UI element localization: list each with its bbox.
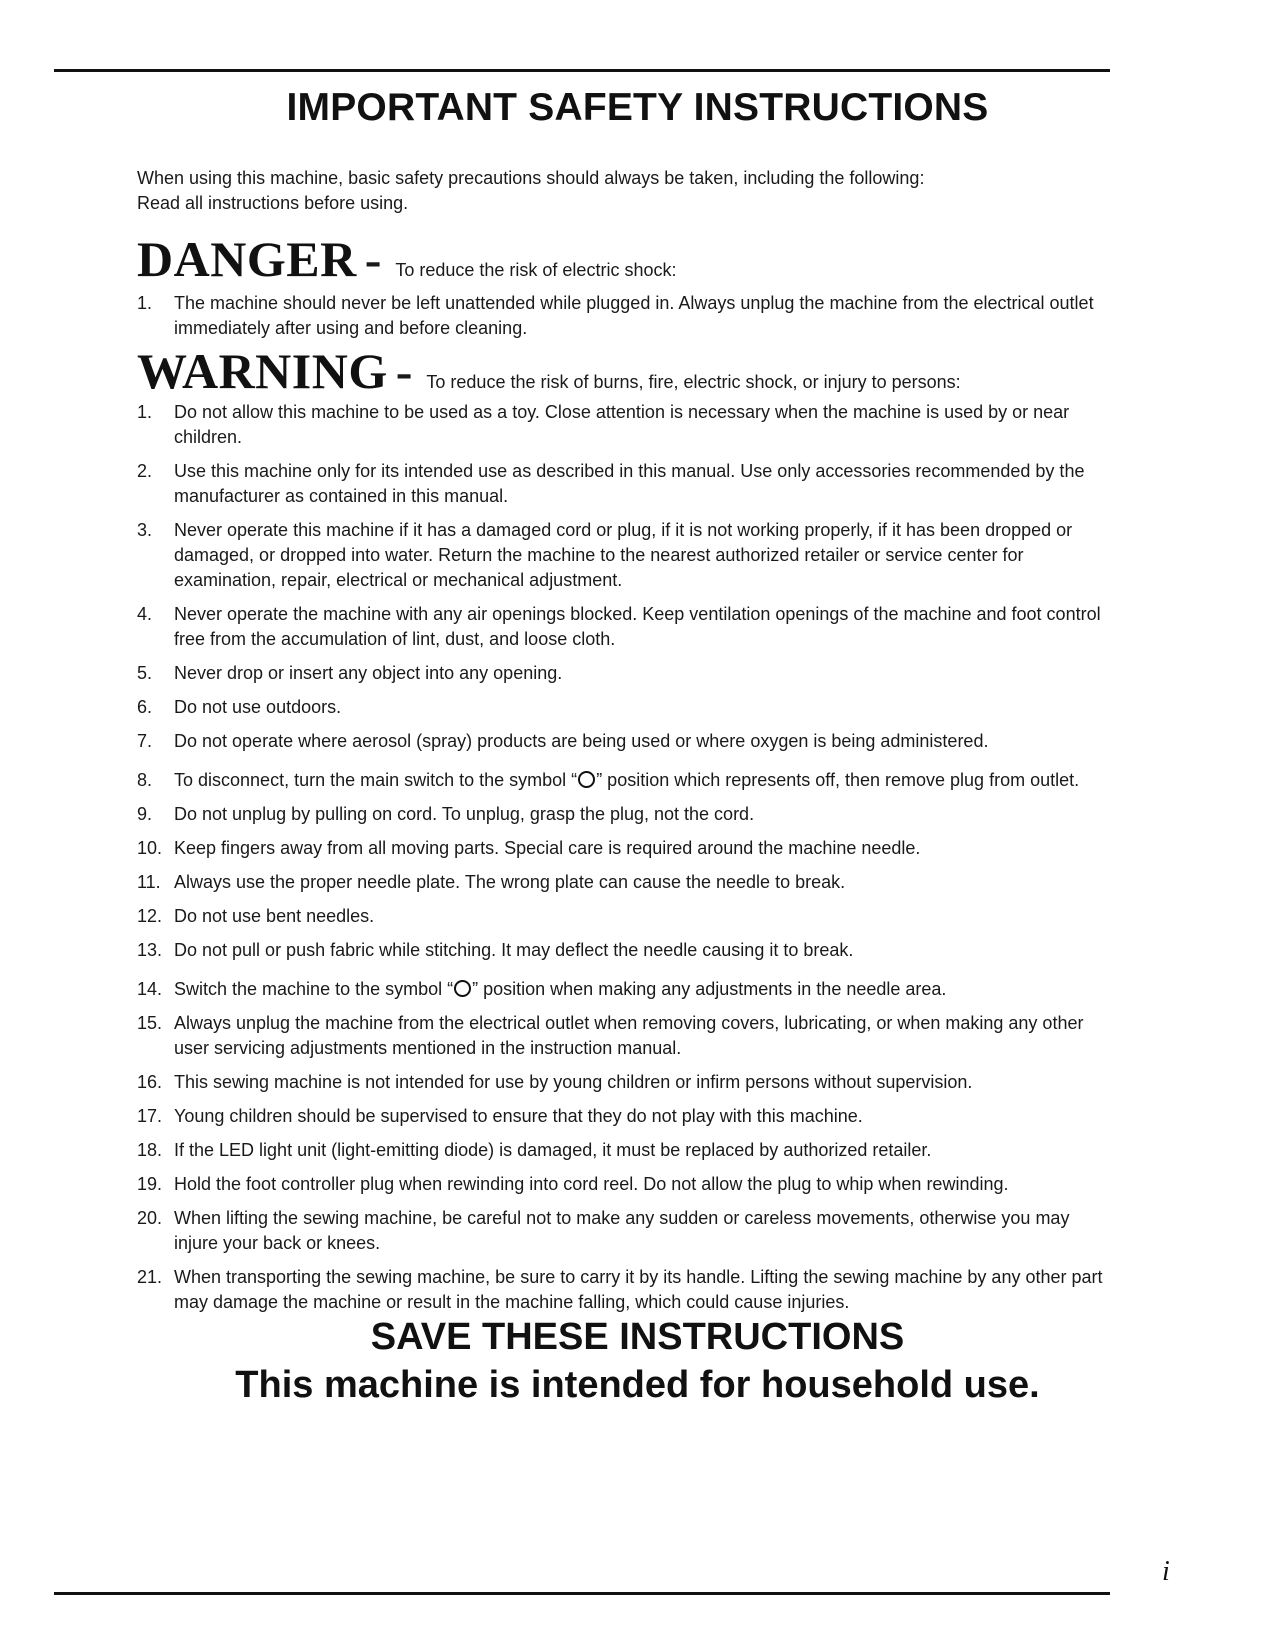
list-item [137,977,1117,1002]
list-item [137,1172,1117,1197]
item-text: If the LED light unit (light-emitting diode) is damaged, it must be replaced by authorized retailer. [174,1140,932,1160]
item-number: 19. [137,1174,163,1194]
intro-text [137,166,1137,216]
item-text: Do not operate where aerosol (spray) products are being used or where oxygen is being administered. [174,731,989,751]
list-item [137,518,1117,593]
item-number: 21. [137,1267,163,1287]
save-instructions-heading: SAVE THESE INSTRUCTIONS [370,1316,905,1358]
list-item [137,768,1117,793]
item-text: Do not use outdoors. [174,697,342,717]
item-number: 1. [137,402,153,422]
item-number: 5. [137,663,153,683]
list-item [137,1011,1117,1061]
off-symbol-icon [578,771,595,788]
list-item [137,459,1117,509]
list-item [137,291,1117,341]
item-text: When lifting the sewing machine, be careful not to make any sudden or careless movements, otherwise you may injure your back or knees. [174,1208,1070,1253]
bottom-rule [54,1592,1110,1595]
list-item [137,802,1117,827]
item-text: The machine should never be left unattended while plugged in. Always unplug the machine from the electrical outlet immediately after using and before cleaning. [174,293,1094,338]
danger-heading [137,230,676,288]
list-item [137,729,1117,754]
list-item [137,695,1117,720]
item-text: When transporting the sewing machine, be sure to carry it by its handle. Lifting the sewing machine by any other part may damage the machine or result in the machine falling, which could cause injuries. [174,1267,1103,1312]
list-item [137,661,1117,686]
list-item [137,836,1117,861]
item-text: Always use the proper needle plate. The wrong plate can cause the needle to break. [174,872,846,892]
item-number: 11. [137,872,161,892]
list-item [137,1206,1117,1256]
item-number: 8. [137,770,153,790]
danger-subtitle: To reduce the risk of electric shock: [395,260,677,280]
item-number: 7. [137,731,153,751]
warning-label: WARNING [137,343,388,399]
item-number: 15. [137,1013,163,1033]
item-text: Never drop or insert any object into any opening. [174,663,563,683]
intro-line-1: When using this machine, basic safety precautions should always be taken, including the following: [137,168,925,188]
item-text-before: To disconnect, turn the main switch to the symbol “ [174,770,578,790]
page-number: i [1162,1556,1170,1587]
item-number: 4. [137,604,153,624]
item-text: This sewing machine is not intended for use by young children or infirm persons without supervision. [174,1072,973,1092]
list-item [137,1265,1117,1315]
list-item [137,938,1117,963]
list-item [137,1070,1117,1095]
item-number: 16. [137,1072,163,1092]
item-text: Never operate this machine if it has a damaged cord or plug, if it is not working properly, if it has been dropped or damaged, or dropped into water. Return the machine to the nearest authorized retailer or service center for examination, repair, electrical or mechanical adjustment. [174,520,1073,590]
item-text: Do not use bent needles. [174,906,375,926]
danger-dash: - [364,231,382,287]
off-symbol-icon [454,980,471,997]
item-number: 20. [137,1208,163,1228]
item-number: 1. [137,293,153,313]
warning-list [137,400,1117,1324]
item-number: 14. [137,979,163,999]
item-text: Young children should be supervised to ensure that they do not play with this machine. [174,1106,863,1126]
household-use-notice: This machine is intended for household use. [235,1364,1040,1406]
list-item [137,1138,1117,1163]
item-text: Always unplug the machine from the electrical outlet when removing covers, lubricating, or when making any other user servicing adjustments mentioned in the instruction manual. [174,1013,1084,1058]
item-text: Keep fingers away from all moving parts. Special care is required around the machine needle. [174,838,921,858]
item-number: 17. [137,1106,163,1126]
item-number: 9. [137,804,153,824]
item-number: 10. [137,838,163,858]
warning-heading [137,342,961,400]
item-text-after: ” position which represents off, then remove plug from outlet. [596,770,1080,790]
intro-line-2: Read all instructions before using. [137,193,409,213]
item-number: 13. [137,940,163,960]
list-item [137,400,1117,450]
item-number: 2. [137,461,153,481]
list-item [137,904,1117,929]
item-text: Use this machine only for its intended use as described in this manual. Use only accessories recommended by the manufacturer as contained in this manual. [174,461,1085,506]
list-item [137,1104,1117,1129]
item-text-after: ” position when making any adjustments in the needle area. [472,979,947,999]
list-item [137,870,1117,895]
item-text: Do not pull or push fabric while stitching. It may deflect the needle causing it to break. [174,940,854,960]
item-number: 12. [137,906,163,926]
item-text: Never operate the machine with any air openings blocked. Keep ventilation openings of the machine and foot control free from the accumulation of lint, dust, and loose cloth. [174,604,1101,649]
item-number: 18. [137,1140,163,1160]
item-text-before: Switch the machine to the symbol “ [174,979,454,999]
top-rule [54,69,1110,72]
danger-label: DANGER [137,231,357,287]
list-item [137,602,1117,652]
warning-subtitle: To reduce the risk of burns, fire, electric shock, or injury to persons: [426,372,961,392]
warning-dash: - [395,343,413,399]
page-title: IMPORTANT SAFETY INSTRUCTIONS [286,86,989,129]
item-text: Hold the foot controller plug when rewinding into cord reel. Do not allow the plug to whip when rewinding. [174,1174,1009,1194]
item-text: Do not unplug by pulling on cord. To unplug, grasp the plug, not the cord. [174,804,755,824]
item-text: Do not allow this machine to be used as a toy. Close attention is necessary when the machine is used by or near children. [174,402,1070,447]
item-number: 6. [137,697,153,717]
item-number: 3. [137,520,153,540]
